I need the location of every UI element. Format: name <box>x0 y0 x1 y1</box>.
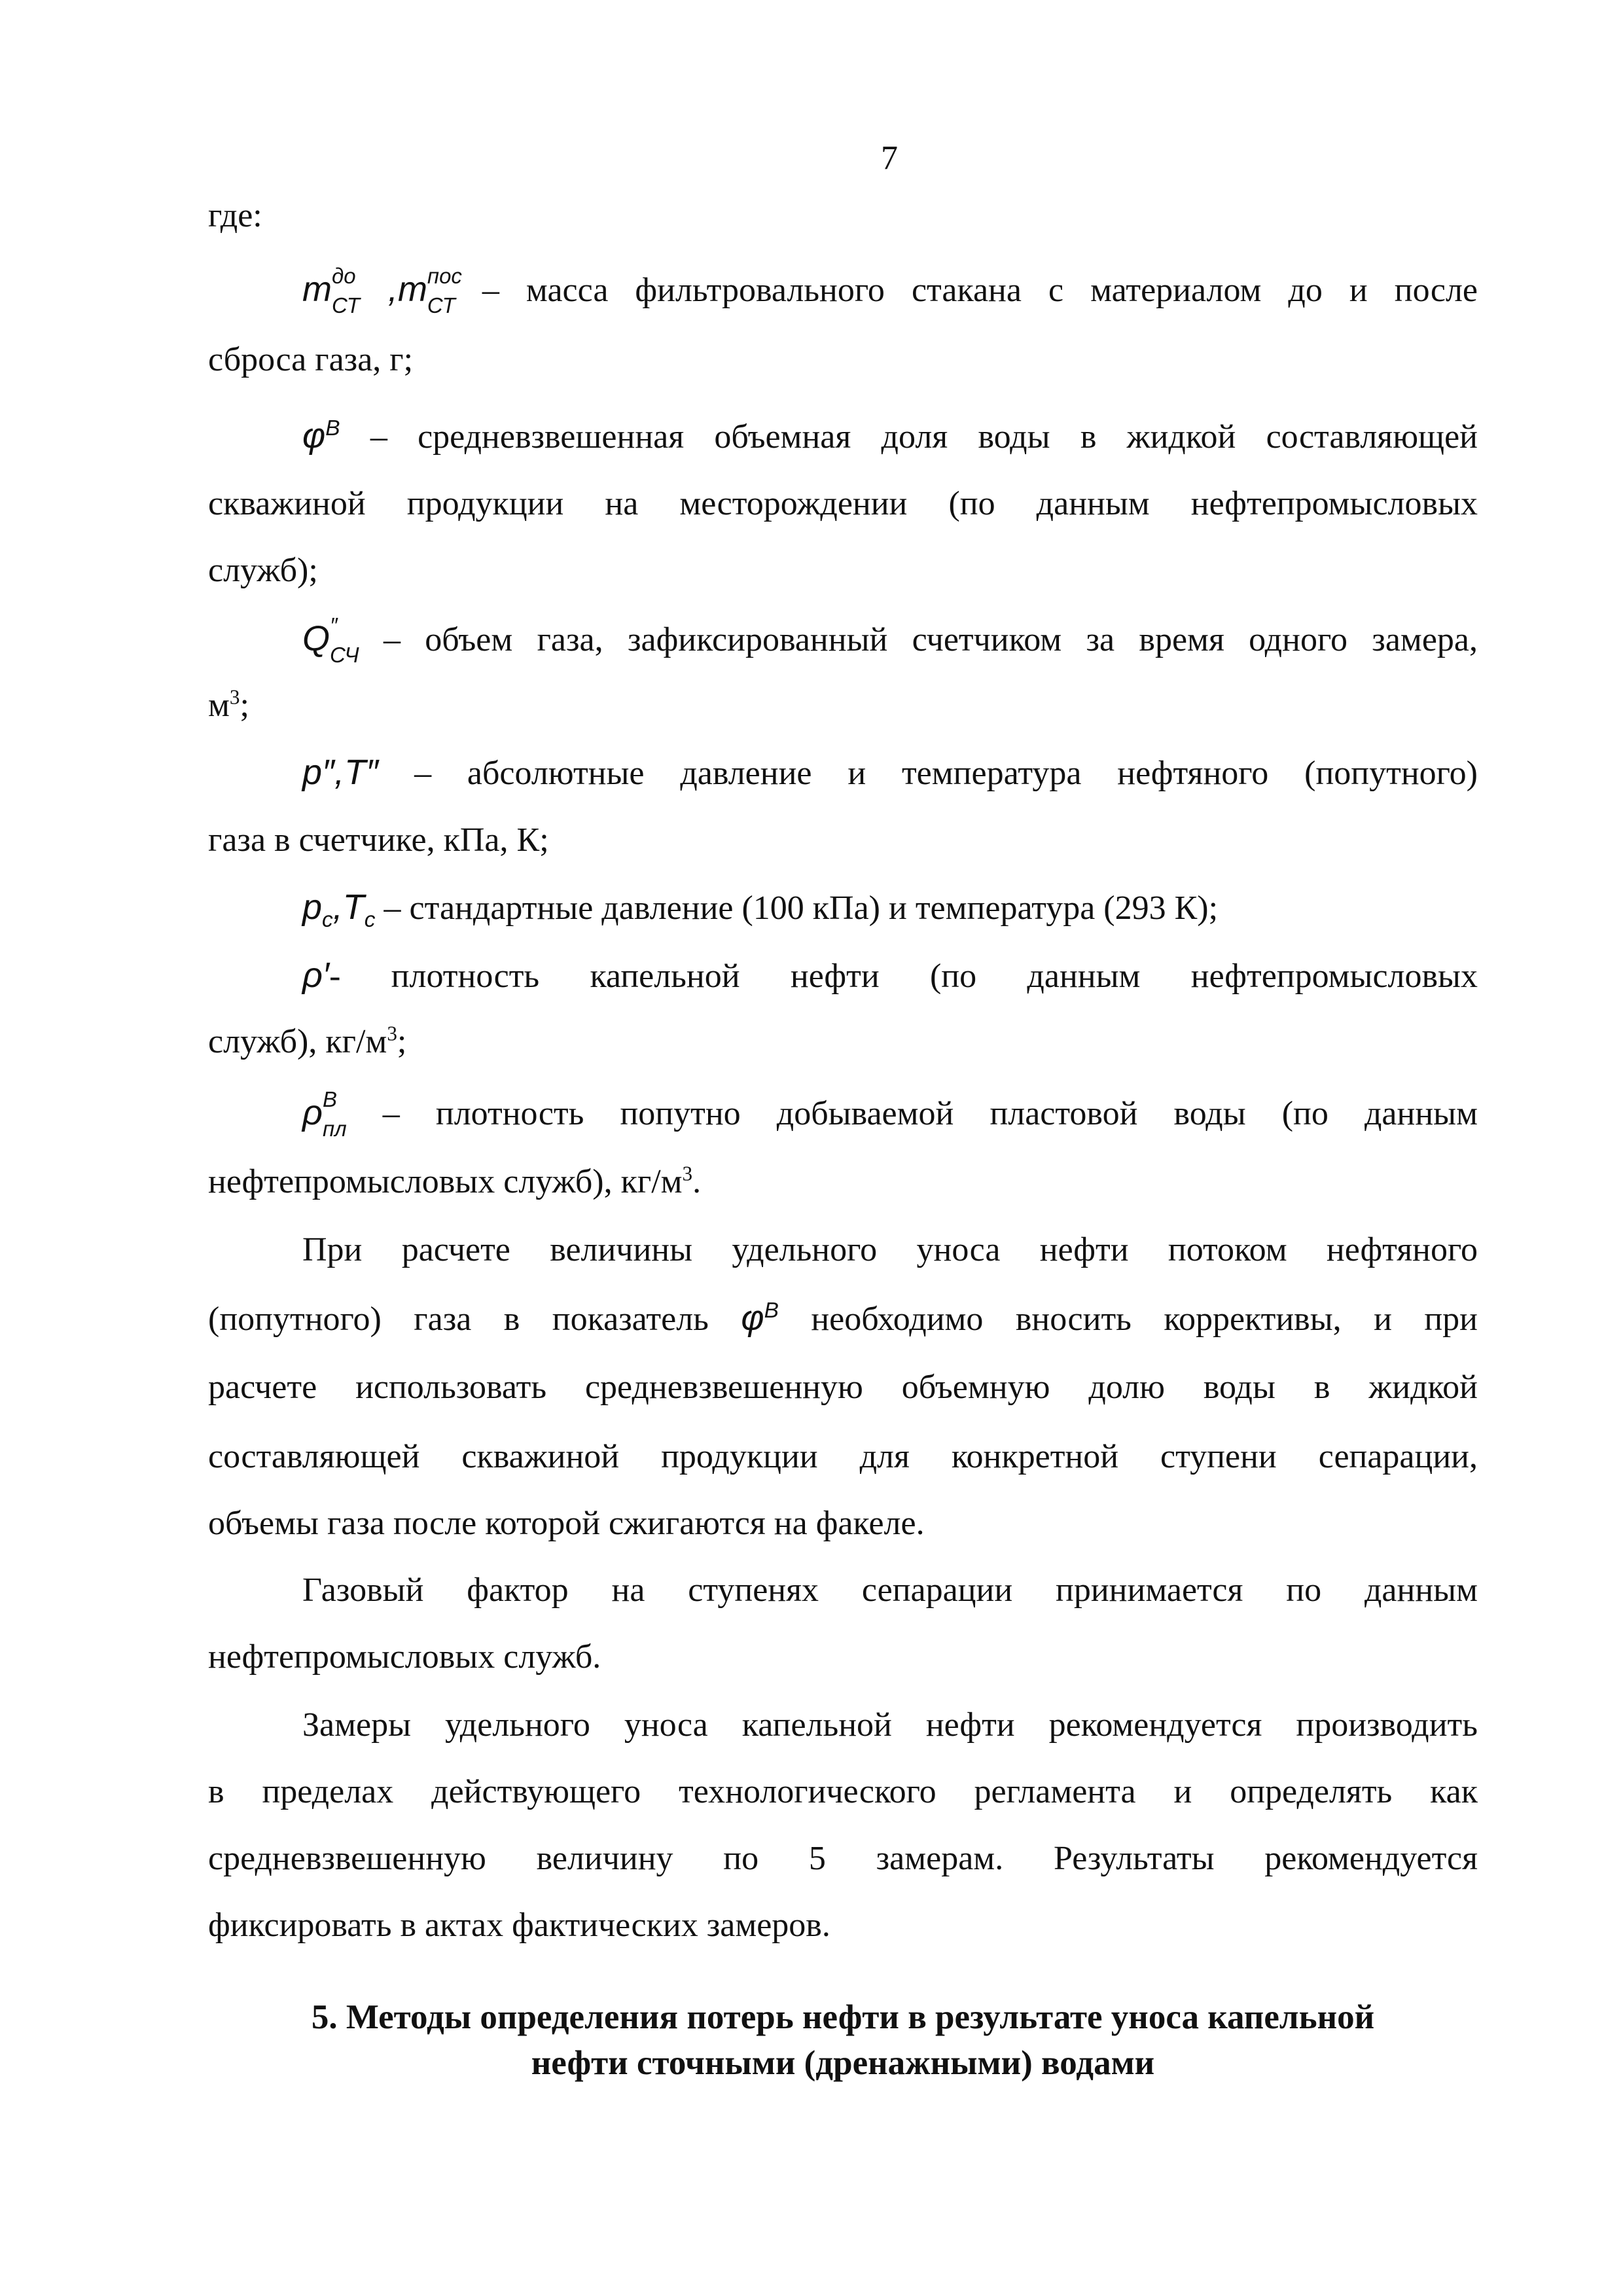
para2-line1: Газовый фактор на ступенях сепарации принимается по данным <box>302 1571 1478 1609</box>
para3-line1: Замеры удельного уноса капельной нефти рекомендуется производить <box>302 1706 1478 1744</box>
where-label: где: <box>208 197 262 234</box>
def-pc: $p_c,T_c$ – стандартные давление (100 кПа) и температура (293 К); <box>302 888 1219 932</box>
para2-line2: нефтепромысловых служб. <box>208 1638 601 1676</box>
def-mass: m до $_{СТ}$ ,m пос $_{СТ}$ – масса фильтровального стакана с материалом до и после <box>302 264 1478 317</box>
para1-line4: составляющей скважиной продукции для конкретной ступени сепарации, <box>208 1438 1478 1475</box>
def-pt: p″,T″ – абсолютные давление и температура нефтяного (попутного) <box>302 753 1478 792</box>
para3-line4: фиксировать в актах фактических замеров. <box>208 1907 830 1944</box>
def-pt-cont: газа в счетчике, кПа, К; <box>208 821 549 859</box>
def-q-cont: $м^3$; <box>208 685 249 724</box>
para1-line5: объемы газа после которой сжигаются на факеле. <box>208 1505 925 1542</box>
def-phi: $\varphi^В$ – средневзвешенная объемная доля воды в жидкой составляющей <box>302 416 1478 456</box>
def-phi-cont2: служб); <box>208 552 318 589</box>
para3-line2: в пределах действующего технологического регламента и определять как <box>208 1773 1478 1810</box>
para1-line3: расчете использовать средневзвешенную объемную долю воды в жидкой <box>208 1369 1478 1406</box>
section-heading-line2: нефти сточными (дренажными) водами <box>531 2044 1155 2082</box>
def-rho-cont: служб), $кг/м^3$; <box>208 1022 407 1060</box>
page-number: 7 <box>881 139 898 177</box>
def-mass-cont: сброса газа, г; <box>208 341 414 378</box>
def-rho-water: ρ В $_{пл}$ – плотность попутно добываемой пластовой воды (по данным <box>302 1087 1478 1141</box>
section-heading-line1: 5. Методы определения потерь нефти в результате уноса капельной <box>311 1998 1375 2036</box>
para1-line1: При расчете величины удельного уноса нефти потоком нефтяного <box>302 1231 1478 1268</box>
para3-line3: средневзвешенную величину по 5 замерам. Результаты рекомендуется <box>208 1840 1478 1877</box>
def-phi-cont1: скважиной продукции на месторождении (по данным нефтепромысловых <box>208 485 1478 522</box>
para1-line2: (попутного) газа в показатель $\varphi^В$ необходимо вносить коррективы, и при <box>208 1299 1478 1338</box>
def-rho: ρ′- плотность капельной нефти (по данным нефтепромысловых <box>302 956 1478 995</box>
def-q: Q ″ $_{СЧ}$ – объем газа, зафиксированный счетчиком за время одного замера, <box>302 613 1478 667</box>
def-rho-water-cont: нефтепромысловых служб), $кг/м^3$. <box>208 1162 702 1200</box>
